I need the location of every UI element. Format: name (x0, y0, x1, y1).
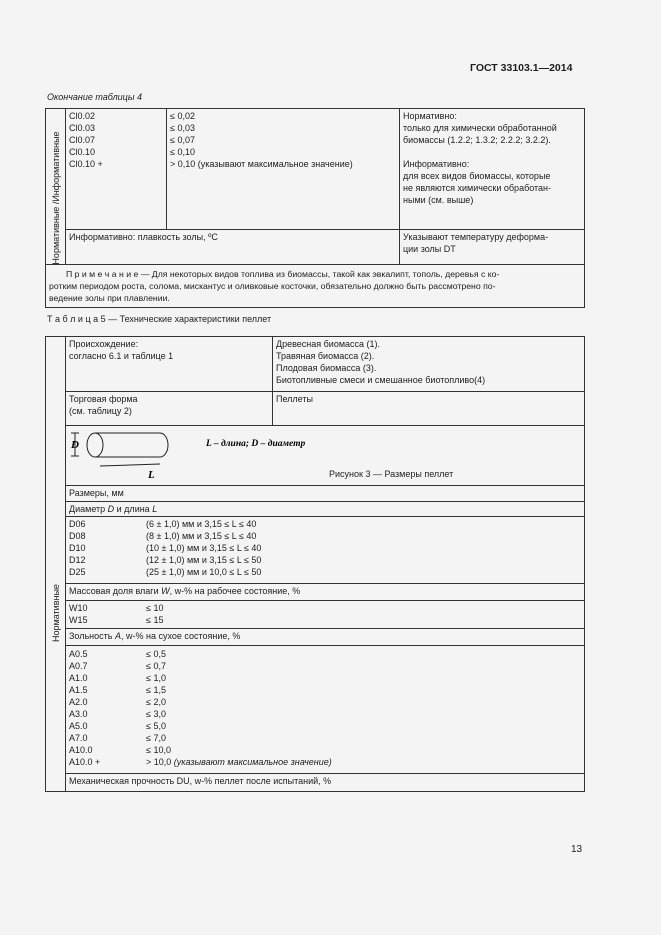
table-cell: Cl0.10 + (69, 159, 103, 169)
note-line: только для химически обработанной (403, 123, 557, 133)
table4-melt-label-cell (66, 230, 400, 265)
ash-values-cell (66, 646, 585, 774)
row-value: ≤ 0,7 (146, 661, 166, 671)
strength-label: Механическая прочность DU, w-% пеллет после испытаний, % (69, 776, 332, 786)
table4-row-melting (46, 230, 585, 265)
table-row (69, 696, 581, 708)
figure-letter-l: L (148, 469, 155, 481)
row-value: ≤ 0,5 (146, 649, 166, 659)
melt-label: Информативно: плавкость золы, ºС (69, 232, 218, 242)
pellet-end (160, 433, 168, 457)
row-code: A10.0 + (69, 757, 101, 767)
row-value: (6 ± 1,0) мм и 3,15 ≤ L ≤ 40 (146, 519, 257, 529)
table5-caption: Т а б л и ц а 5 — Технические характеристики пеллет (47, 314, 272, 324)
table-row (69, 756, 581, 768)
row-value (146, 756, 332, 768)
table-cell: Cl0.07 (69, 135, 96, 145)
table-row (69, 518, 581, 530)
table-row (69, 614, 581, 626)
table5-side-label: Нормативные (51, 584, 61, 642)
label-part: L (152, 504, 158, 514)
row-value: ≤ 10,0 (146, 745, 171, 755)
table-row (69, 744, 581, 756)
row-code: W10 (69, 603, 88, 613)
table-row (69, 720, 581, 732)
label-part: A (114, 631, 121, 641)
table4-side-label: Нормативные /Информативные (51, 131, 61, 265)
row-code: A7.0 (69, 733, 88, 743)
row-value-note: (указывают максимальное значение) (173, 757, 332, 767)
table5-row-strength (46, 774, 585, 792)
label-part: и длина (114, 504, 153, 514)
document-code: ГОСТ 33103.1—2014 (470, 62, 573, 74)
ash-label-cell (66, 629, 585, 646)
table-cell: ≤ 0,03 (170, 123, 195, 133)
label-part: W (161, 586, 170, 596)
row-value: ≤ 10 (146, 603, 164, 613)
table5-row-figure (46, 426, 585, 486)
row-code: A5.0 (69, 721, 88, 731)
table5-side-cell (46, 337, 66, 792)
table-row (69, 648, 581, 660)
dims-label-cell (66, 486, 585, 502)
row-code: A3.0 (69, 709, 88, 719)
remark-line: ротким периодом роста, солома, мискантус и оливковые косточки, обязательно должно быть рассмотрено по- (49, 281, 496, 291)
table-row (69, 684, 581, 696)
origin-label-cell (66, 337, 273, 392)
moisture-label-cell (66, 584, 585, 601)
table-cell: > 0,10 (указывают максимальное значение) (170, 159, 353, 169)
pellet-end (87, 433, 103, 457)
row-code: A1.0 (69, 673, 88, 683)
row-value: ≤ 7,0 (146, 733, 166, 743)
note-spacer (403, 146, 581, 158)
remark-line: П р и м е ч а н и е — Для некоторых видов топлива из биомассы, такой как эвкалипт, тополь, деревья с ко- (66, 269, 500, 279)
figure-legend: L – длина; D – диаметр (206, 439, 306, 449)
pellet-drawing (66, 426, 306, 484)
moisture-list (69, 602, 581, 626)
table-row (69, 708, 581, 720)
row-value-text: > 10,0 (146, 757, 174, 767)
form-value: Пеллеты (276, 394, 313, 404)
origin-value: Травяная биомасса (2). (276, 351, 375, 361)
table-row (69, 542, 581, 554)
table-cell: ≤ 0,10 (170, 147, 195, 157)
dimension-line-l (100, 464, 160, 466)
table4-codes-cell (66, 109, 167, 230)
origin-values-cell (273, 337, 585, 392)
melt-note-line: ции золы DT (403, 244, 456, 254)
row-value: (10 ± 1,0) мм и 3,15 ≤ L ≤ 40 (146, 543, 262, 553)
diameter-list (69, 518, 581, 578)
table-row (69, 566, 581, 578)
strength-label-cell (66, 774, 585, 792)
table5-row-form (46, 392, 585, 426)
row-code: D25 (69, 567, 86, 577)
row-code: D06 (69, 519, 86, 529)
row-value: ≤ 5,0 (146, 721, 166, 731)
melt-note-line: Указывают температуру деформа- (403, 232, 549, 242)
table-row (69, 660, 581, 672)
row-code: D08 (69, 531, 86, 541)
origin-value: Плодовая биомасса (3). (276, 363, 377, 373)
table4-row-remark (46, 265, 585, 308)
note-line: Нормативно: (403, 111, 457, 121)
row-code: W15 (69, 615, 88, 625)
table5 (45, 336, 585, 792)
origin-label-line: согласно 6.1 и таблице 1 (69, 351, 174, 361)
label-part: Диаметр (69, 504, 108, 514)
row-value: ≤ 2,0 (146, 697, 166, 707)
ash-list (69, 648, 581, 756)
table-row (69, 602, 581, 614)
table4-melt-note-cell (400, 230, 585, 265)
row-value: ≤ 1,5 (146, 685, 166, 695)
form-label-line: Торговая форма (69, 394, 138, 404)
table-cell: ≤ 0,07 (170, 135, 195, 145)
label-part: , w-% на рабочее состояние, % (169, 586, 301, 596)
table4-caption: Окончание таблицы 4 (47, 92, 142, 102)
origin-value: Древесная биомасса (1). (276, 339, 381, 349)
table5-row-dims (46, 486, 585, 502)
table-cell: Cl0.03 (69, 123, 96, 133)
row-value: ≤ 15 (146, 615, 164, 625)
table-cell: Cl0.10 (69, 147, 96, 157)
table4-row-chlorine (46, 109, 585, 230)
row-code: D10 (69, 543, 86, 553)
row-code: A2.0 (69, 697, 88, 707)
origin-value: Биотопливные смеси и смешанное биотопливо(4) (276, 375, 486, 385)
note-line: не являются химически обработан- (403, 183, 552, 193)
figure-caption: Рисунок 3 — Размеры пеллет (329, 469, 454, 479)
table5-row-ash-label (46, 629, 585, 646)
table-cell: Cl0.02 (69, 111, 96, 121)
row-value: (25 ± 1,0) мм и 10,0 ≤ L ≤ 50 (146, 567, 262, 577)
table-row (69, 554, 581, 566)
row-code: A10.0 (69, 745, 93, 755)
form-label-line: (см. таблицу 2) (69, 406, 132, 416)
moisture-values-cell (66, 601, 585, 629)
label-part: D (107, 504, 115, 514)
table-row (69, 530, 581, 542)
label-part: Зольность (69, 631, 115, 641)
dims-label: Размеры, мм (69, 488, 124, 498)
row-value: (8 ± 1,0) мм и 3,15 ≤ L ≤ 40 (146, 531, 257, 541)
table4-note-cell (400, 109, 585, 230)
form-label-cell (66, 392, 273, 426)
row-value: ≤ 1,0 (146, 673, 166, 683)
table-row (69, 732, 581, 744)
table4 (45, 108, 585, 308)
table5-row-moisture-label (46, 584, 585, 601)
remark-line: ведение золы при плавлении. (49, 293, 170, 303)
note-line: биомассы (1.2.2; 1.3.2; 2.2.2; 3.2.2). (403, 135, 551, 145)
note-line: для всех видов биомассы, которые (403, 171, 551, 181)
row-code: A0.7 (69, 661, 88, 671)
table-cell: ≤ 0,02 (170, 111, 195, 121)
page-number: 13 (571, 844, 583, 855)
table-row (69, 672, 581, 684)
label-part: Массовая доля влаги (69, 586, 162, 596)
row-value: ≤ 3,0 (146, 709, 166, 719)
table5-row-ash (46, 646, 585, 774)
note-line: Информативно: (403, 159, 470, 169)
note-line: ными (см. выше) (403, 195, 474, 205)
table4-values-cell (167, 109, 400, 230)
row-code: A1.5 (69, 685, 88, 695)
table5-row-diameters (46, 517, 585, 584)
figure-cell (66, 426, 585, 486)
row-code: A0.5 (69, 649, 88, 659)
table5-row-origin (46, 337, 585, 392)
origin-label-line: Происхождение: (69, 339, 139, 349)
table4-side-cell (46, 109, 66, 265)
table5-row-moisture (46, 601, 585, 629)
diameter-values-cell (66, 517, 585, 584)
table5-row-diameter-label (46, 502, 585, 517)
form-value-cell (273, 392, 585, 426)
row-value: (12 ± 1,0) мм и 3,15 ≤ L ≤ 50 (146, 555, 262, 565)
label-part: , w-% на сухое состояние, % (121, 631, 241, 641)
row-code: D12 (69, 555, 86, 565)
diameter-label-cell (66, 502, 585, 517)
figure-letter-d: D (71, 439, 79, 451)
table4-remark-cell (46, 265, 585, 308)
